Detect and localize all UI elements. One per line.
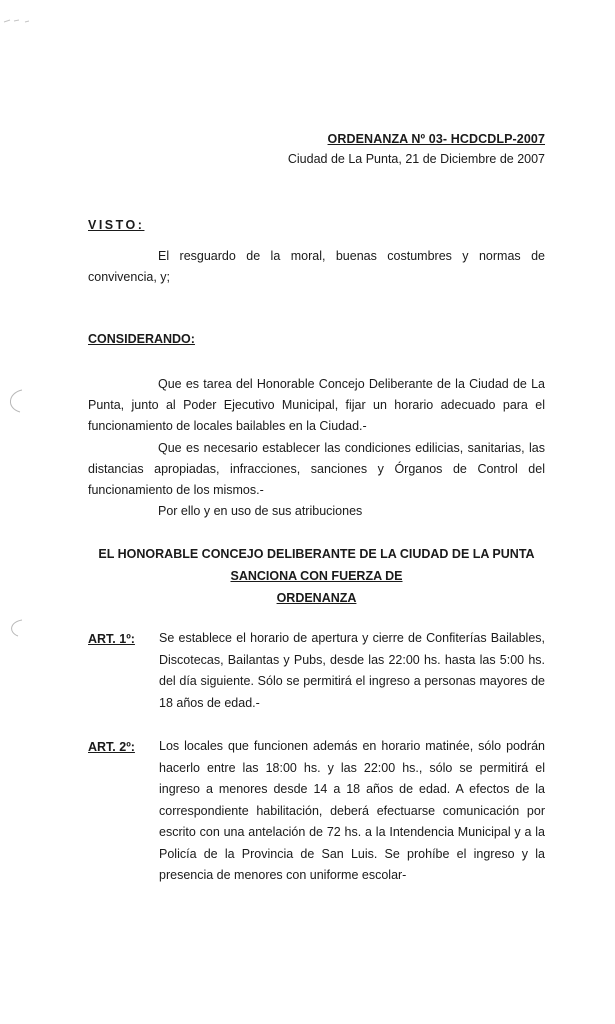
- corner-smudge: [4, 20, 29, 22]
- resolution-heading-line-3: ORDENANZA: [276, 591, 357, 605]
- punch-hole-bottom: [12, 620, 22, 636]
- ordinance-number: ORDENANZA Nº 03- HCDCDLP-2007: [327, 132, 545, 146]
- visto-text: El resguardo de la moral, buenas costumbres y normas de convivencia, y;: [88, 249, 545, 284]
- punch-hole-top: [10, 390, 22, 412]
- place-and-date: Ciudad de La Punta, 21 de Diciembre de 2007: [287, 152, 545, 166]
- article-1-text: Se establece el horario de apertura y cierre de Confiterías Bailables, Discotecas, Bailantas y Pubs, desde las 22:00 hs. hasta las 5:00 hs. del día siguiente. Sólo se permitirá el ingreso a personas mayores de 18 años de edad.-: [159, 631, 545, 710]
- considerando-paragraph-3: [88, 501, 545, 522]
- resolution-heading-line-2: SANCIONA CON FUERZA DE: [230, 569, 403, 583]
- visto-paragraph: [88, 246, 545, 288]
- article-2-text: Los locales que funcionen además en horario matinée, sólo podrán hacerlo entre las 18:00 hs. y las 22:00 hs., sólo se permitirá el ingreso a menores desde 14 a 18 años de edad. A efectos de la correspondiente habilitación, deberá efectuarse comunicación por escrito con una antelación de 72 hs. a la Intendencia Municipal y a la Policía de la Provincia de San Luis. Se prohíbe el ingreso y la presencia de menores con uniforme escolar-: [159, 739, 545, 882]
- considerando-text-1: Que es tarea del Honorable Concejo Deliberante de la Ciudad de La Punta, junto al Poder Ejecutivo Municipal, fijar un horario adecuado para el funcionamiento de locales bailables en la Ciudad.-: [88, 377, 545, 433]
- considerando-text-3: Por ello y en uso de sus atribuciones: [158, 504, 363, 518]
- considerando-heading: CONSIDERANDO:: [88, 332, 195, 346]
- considerando-text-2: Que es necesario establecer las condiciones edilicias, sanitarias, las distancias apropiadas, infracciones, sanciones y Órganos de Control del funcionamiento de los mismos.-: [88, 441, 545, 497]
- considerando-paragraph-1: [88, 374, 545, 437]
- document-header: [288, 132, 545, 166]
- article-1-label: ART. 1º:: [88, 632, 135, 646]
- resolution-heading-line-1: EL HONORABLE CONCEJO DELIBERANTE DE LA CIUDAD DE LA PUNTA: [98, 547, 535, 561]
- article-2-label: ART. 2º:: [88, 740, 135, 754]
- considerando-paragraph-2: [88, 438, 545, 501]
- visto-heading: VISTO:: [88, 218, 145, 232]
